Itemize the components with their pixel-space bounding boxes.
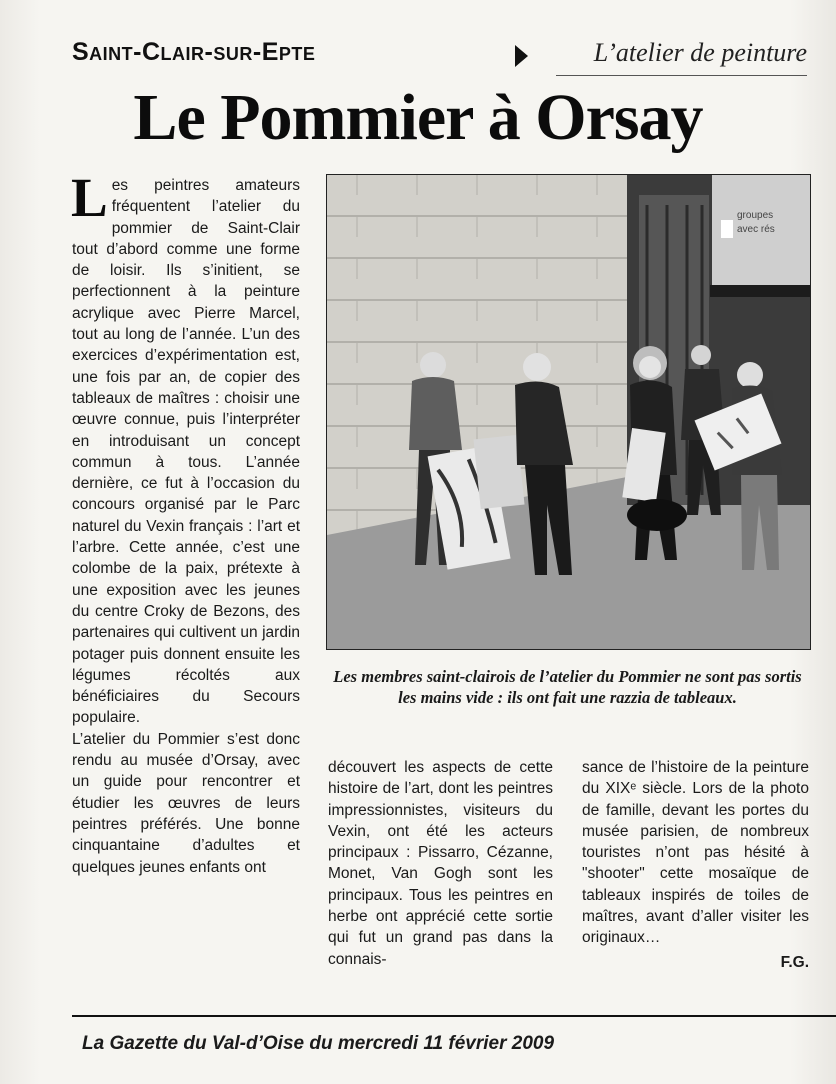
section-rule: [556, 75, 807, 76]
article-photo: [326, 174, 811, 650]
location-kicker: Saint-Clair-sur-Epte: [72, 38, 316, 66]
paragraph-2: L’atelier du Pommier s’est donc rendu au musée d’Orsay, avec un guide pour rencontrer et étudier les œuvres de leurs peintres préférés. Une bonne cinquantaine d’adultes et quelques jeunes enfants ont: [72, 730, 300, 876]
author-signature: F.G.: [780, 953, 809, 971]
article-column-1: [71, 167, 300, 878]
section-title: L’atelier de peinture: [593, 38, 807, 67]
paragraph-3: découvert les aspects de cette histoire de l’art, dont les peintres impressionnistes, visiteurs du Vexin, ont été les acteurs principaux : Pissarro, Cézanne, Monet, Van Gogh sont les principaux. Tous les peintres en herbe ont apprécié cette sortie qui fut un grand pas dans la connais-: [328, 759, 553, 968]
paragraph-1: es peintres amateurs fréquentent l’atelier du pommier de Saint-Clair tout d’abord comme une forme de loisir. Ils s’initient, se perfectionnent à la peinture acrylique avec Pierre Marcel, tout au long de l’année. L’un des exercices d’expérimentation est, une fois par an, de copier des tableaux de maîtres : choisir une œuvre connue, puis l’interpréter en introduisant un concept commun à tous. L’année dernière, ce fut à l’occasion du concours organisé par le Parc naturel du Vexin français : l’art et l’arbre. Cette année, c’est une colombe de la paix, prétexte à une exposition avec les jeunes du centre Croky de Bezons, des partenaires qui cultivent un jardin potager puis donnent ensuite les légumes récoltés aux bénéficiaires du Secours populaire.: [72, 177, 300, 727]
paragraph-4: sance de l’histoire de la peinture du XIXᵉ siècle. Lors de la photo de famille, devant les portes du musée parisien, de nombreux touristes n’ont pas hésité à "shooter" cette mosaïque de tableaux inspirés de toiles de maîtres, avant d’aller visiter les originaux…: [582, 759, 809, 947]
article-column-2: [328, 757, 553, 970]
photo-illustration: [327, 175, 810, 649]
footer-rule: [72, 1015, 836, 1017]
drop-cap: L: [71, 167, 108, 228]
photo-sign-text-1: groupes: [737, 210, 774, 221]
article-header: [72, 38, 807, 74]
photo-sign-text-2: avec rés: [737, 224, 775, 235]
arrow-right-icon: [515, 45, 528, 67]
photo-caption: Les membres saint-clairois de l’atelier du Pommier ne sont pas sortis les mains vide : ils ont fait une razzia de tableaux.: [333, 667, 802, 707]
publication-footer: La Gazette du Val-d’Oise du mercredi 11 février 2009: [82, 1033, 555, 1054]
article-column-3: [582, 757, 809, 973]
headline: Le Pommier à Orsay: [133, 81, 703, 154]
